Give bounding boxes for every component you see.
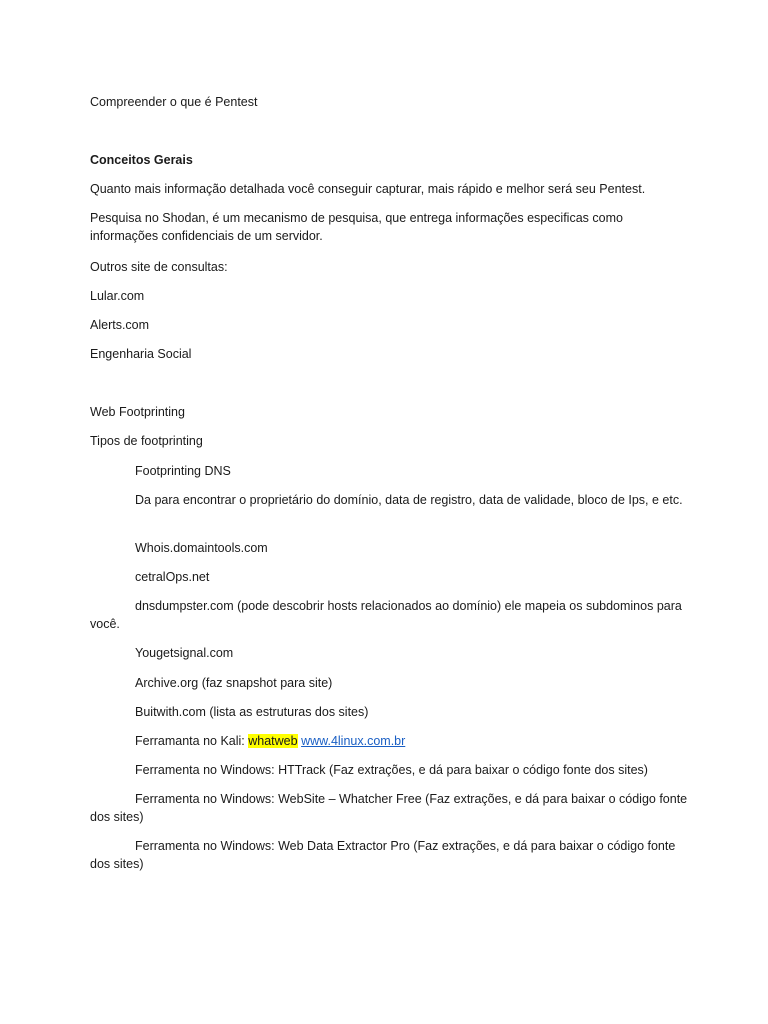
engenharia-item: Engenharia Social <box>90 347 192 361</box>
intro-paragraph: Quanto mais informação detalhada você conseguir capturar, mais rápido e melhor será seu Pentest. <box>90 182 646 196</box>
tipos-paragraph: Tipos de footprinting <box>90 434 203 448</box>
website-whatcher-paragraph: Ferramenta no Windows: WebSite – Whatcher Free (Faz extrações, e dá para baixar o código fonte dos sites) <box>90 792 688 824</box>
4linux-link[interactable]: www.4linux.com.br <box>301 734 406 748</box>
footprinting-dns-item: Footprinting DNS <box>135 464 231 478</box>
section-heading: Conceitos Gerais <box>90 153 193 167</box>
shodan-paragraph: Pesquisa no Shodan, é um mecanismo de pesquisa, que entrega informações especificas como informações confidenciais de um servidor. <box>90 211 623 243</box>
whois-item: Whois.domaintools.com <box>135 541 268 555</box>
builtwith-item: Buitwith.com (lista as estruturas dos sites) <box>135 705 369 719</box>
outros-sites-paragraph: Outros site de consultas: <box>90 260 228 274</box>
kali-tool-line <box>90 732 690 750</box>
lular-item: Lular.com <box>90 289 145 303</box>
cetralops-item: cetralOps.net <box>135 570 210 584</box>
yougetsignal-item: Yougetsignal.com <box>135 646 234 660</box>
httrack-paragraph: Ferramenta no Windows: HTTrack (Faz extrações, e dá para baixar o código fonte dos sites) <box>135 763 648 777</box>
dnsdumpster-paragraph: dnsdumpster.com (pode descobrir hosts relacionados ao domínio) ele mapeia os subdominos para você. <box>90 599 682 631</box>
alerts-item: Alerts.com <box>90 318 150 332</box>
archive-item: Archive.org (faz snapshot para site) <box>135 676 333 690</box>
web-data-extractor-paragraph: Ferramenta no Windows: Web Data Extractor Pro (Faz extrações, e dá para baixar o código fonte dos sites) <box>90 839 676 871</box>
web-footprinting-heading: Web Footprinting <box>90 405 185 419</box>
whatweb-highlight: whatweb <box>248 734 298 748</box>
kali-prefix-text: Ferramanta no Kali: <box>135 734 249 748</box>
da-para-paragraph: Da para encontrar o proprietário do domínio, data de registro, data de validade, bloco de Ips, e etc. <box>135 493 683 507</box>
title-line: Compreender o que é Pentest <box>90 95 258 109</box>
